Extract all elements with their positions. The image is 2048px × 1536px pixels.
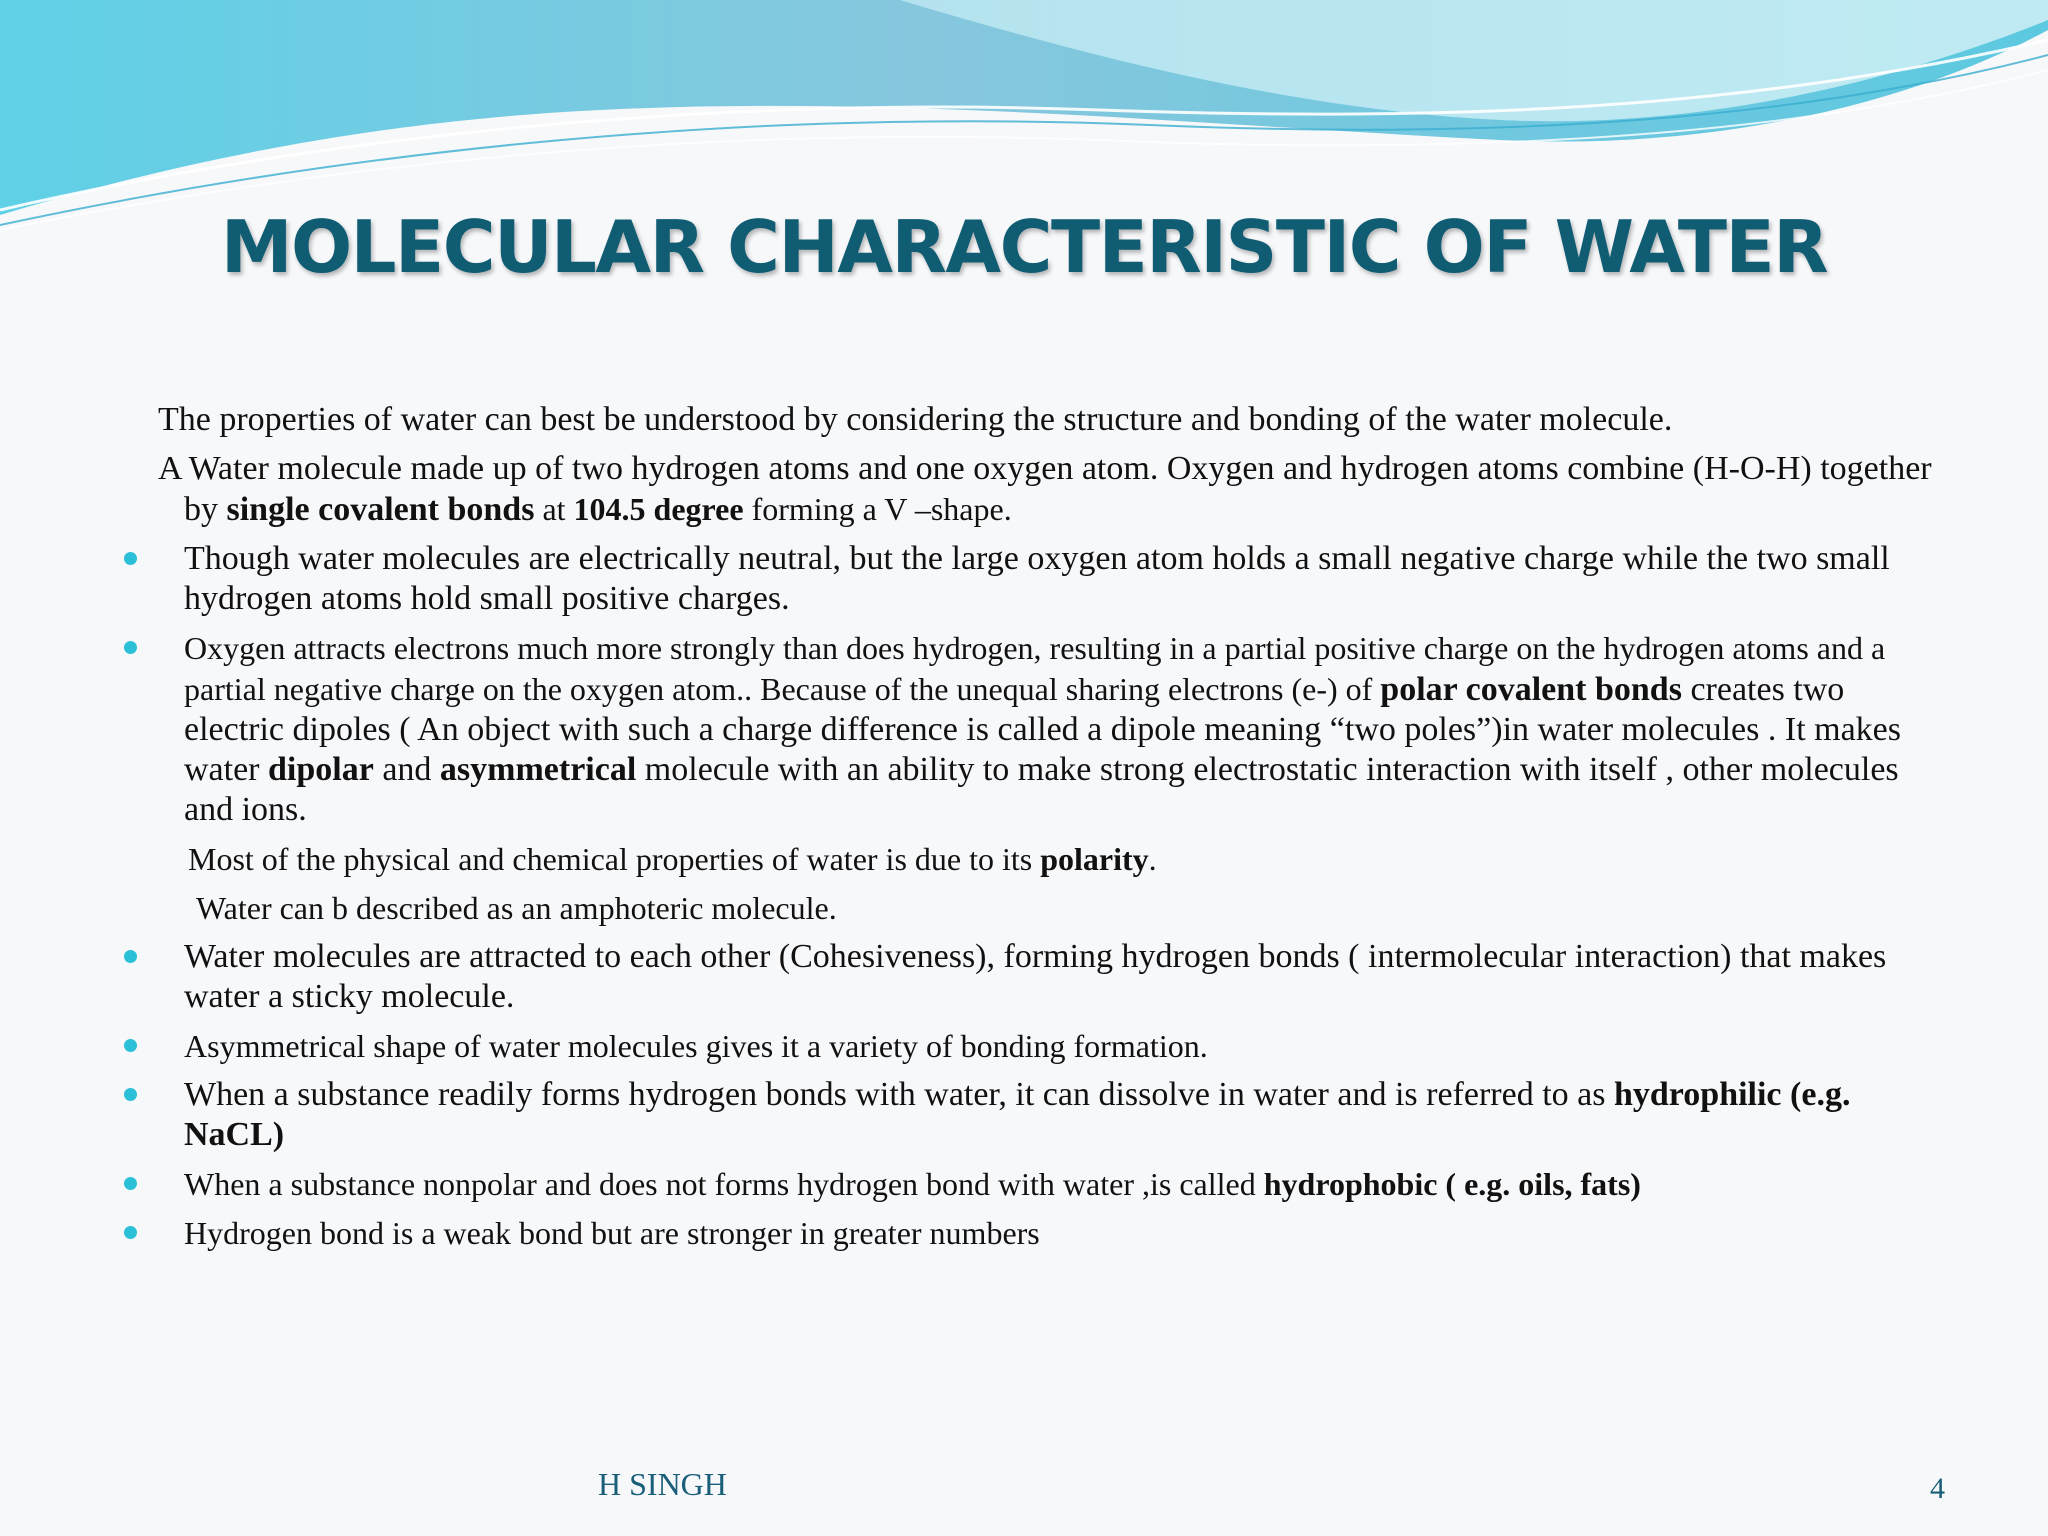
intro-paragraph: The properties of water can best be understood by considering the structure and bonding of the water molecule. [158, 401, 1673, 438]
bullet-icon [124, 1177, 137, 1190]
slide-title: MOLECULAR CHARACTERISTIC OF WATER [220, 205, 1828, 289]
header-wave-decoration [0, 0, 2048, 240]
list-item: Asymmetrical shape of water molecules gives it a variety of bonding formation. [124, 1026, 1934, 1066]
bullet-icon [124, 1226, 137, 1239]
list-item: Though water molecules are electrically neutral, but the large oxygen atom holds a small negative charge while the two small hydrogen atoms hold small positive charges. [124, 539, 1934, 619]
list-item: Hydrogen bond is a weak bond but are stronger in greater numbers [124, 1213, 1934, 1253]
bullet-icon [124, 950, 137, 963]
page-number: 4 [1930, 1472, 1945, 1505]
polarity-paragraph: Most of the physical and chemical properties of water is due to its polarity. [188, 841, 1157, 877]
water-molecule-paragraph: A Water molecule made up of two hydrogen atoms and one oxygen atom. Oxygen and hydrogen atoms combine (H-O-H) together by single covalent bonds at 104.5 degree forming a V –shape. [158, 450, 1932, 528]
list-item: Oxygen attracts electrons much more strongly than does hydrogen, resulting in a partial positive charge on the hydrogen atoms and a partial negative charge on the oxygen atom.. Because of the unequal sharing electrons (e-) of polar covalent bonds creates two electric dipoles ( An object with such a charge difference is called a dipole meaning “two poles”)in water molecules . It makes water dipolar and asymmetrical molecule with an ability to make strong electrostatic interaction with itself , other molecules and ions. [124, 628, 1934, 830]
bullet-icon [124, 1088, 137, 1101]
footer-author: H SINGH [598, 1466, 727, 1502]
slide-content [124, 400, 1934, 1262]
list-item: Water molecules are attracted to each other (Cohesiveness), forming hydrogen bonds ( intermolecular interaction) that makes water a sticky molecule. [124, 937, 1934, 1017]
bond-angle-text: 104.5 degree [573, 491, 744, 527]
single-covalent-bonds-text: single covalent bonds [226, 491, 535, 528]
list-item: When a substance nonpolar and does not forms hydrogen bond with water ,is called hydrophobic ( e.g. oils, fats) [124, 1164, 1934, 1204]
bullet-icon [124, 1039, 137, 1052]
list-item: When a substance readily forms hydrogen bonds with water, it can dissolve in water and is referred to as hydrophilic (e.g. NaCL) [124, 1075, 1934, 1155]
bullet-icon [124, 641, 137, 654]
bullet-icon [124, 552, 137, 565]
amphoteric-paragraph: Water can b described as an amphoteric molecule. [196, 890, 837, 926]
